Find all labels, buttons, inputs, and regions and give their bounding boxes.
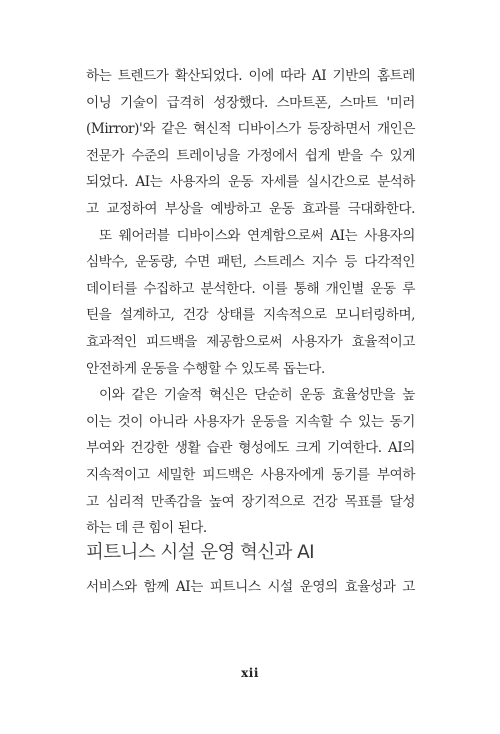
body-text bbox=[86, 63, 415, 542]
text-line: 고 교정하여 부상을 예방하고 운동 효과를 극대화한다. bbox=[86, 200, 415, 217]
text-line: 되었다. AI는 사용자의 운동 자세를 실시간으로 분석하 bbox=[86, 174, 415, 191]
text-line: 고 심리적 만족감을 높여 장기적으로 건강 목표를 달성 bbox=[86, 493, 415, 510]
text-line: 데이터를 수집하고 분석한다. 이를 통해 개인별 운동 루 bbox=[86, 280, 415, 297]
text-line: 효과적인 피드백을 제공함으로써 사용자가 효율적이고 bbox=[86, 333, 415, 350]
text-line: 지속적이고 세밀한 피드백은 사용자에게 동기를 부여하 bbox=[86, 466, 415, 483]
text-line: 전문가 수준의 트레이닝을 가정에서 쉽게 받을 수 있게 bbox=[86, 147, 415, 164]
text-line: 하는 트렌드가 확산되었다. 이에 따라 AI 기반의 홈트레 bbox=[86, 68, 415, 84]
paragraph-end-line: 안전하게 운동을 수행할 수 있도록 돕는다. bbox=[86, 360, 325, 377]
paragraph-start-line: 또 웨어러블 디바이스와 연계함으로써 AI는 사용자의 bbox=[99, 227, 415, 244]
section-heading: 피트니스 시설 운영 혁신과 AI bbox=[86, 542, 315, 563]
paragraph-end-line: 하는 데 큰 힘이 된다. bbox=[86, 520, 207, 537]
section-first-line: 서비스와 함께 AI는 피트니스 시설 운영의 효율성과 고 bbox=[86, 579, 415, 595]
page-number: xii bbox=[241, 666, 259, 680]
text-line: (Mirror)'와 같은 혁신적 디바이스가 등장하면서 개인은 bbox=[86, 121, 415, 138]
paragraph-start-line: 이와 같은 기술적 혁신은 단순히 운동 효율성만을 높 bbox=[99, 387, 415, 404]
text-line: 이닝 기술이 급격히 성장했다. 스마트폰, 스마트 '미러 bbox=[86, 94, 415, 111]
text-line: 심박수, 운동량, 수면 패턴, 스트레스 지수 등 다각적인 bbox=[86, 254, 415, 271]
text-line: 부여와 건강한 생활 습관 형성에도 크게 기여한다. AI의 bbox=[86, 440, 415, 457]
text-line: 이는 것이 아니라 사용자가 운동을 지속할 수 있는 동기 bbox=[86, 413, 415, 430]
text-line: 틴을 설계하고, 건강 상태를 지속적으로 모니터링하며, bbox=[86, 307, 415, 324]
